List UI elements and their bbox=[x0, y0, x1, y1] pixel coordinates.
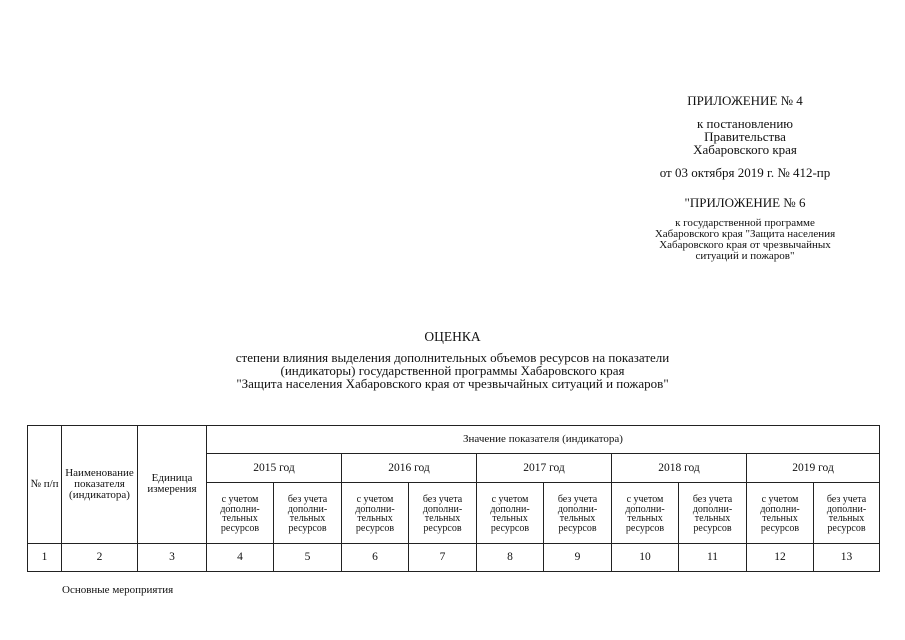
inner-appendix-line-2: Хабаровского края "Защита населения bbox=[654, 228, 836, 240]
year-header: 2015 год bbox=[207, 454, 342, 483]
inner-appendix-line-1: к государственной программе bbox=[675, 217, 815, 229]
header-unit-line-1: Единица bbox=[151, 472, 193, 485]
without-resources-header: без учета дополни- тельных ресурсов bbox=[814, 483, 880, 543]
column-number: 4 bbox=[207, 543, 274, 571]
column-number: 9 bbox=[544, 543, 612, 571]
header-name-line-3: (индикатора) bbox=[69, 488, 130, 501]
header-name-cell bbox=[62, 426, 138, 544]
year-header: 2019 год bbox=[747, 454, 880, 483]
appendix-date: от 03 октября 2019 г. № 412-пр bbox=[659, 165, 831, 180]
header-group-cell bbox=[207, 426, 880, 454]
header-row-1 bbox=[28, 426, 880, 454]
appendix-to-line-1: к постановлению bbox=[696, 116, 794, 131]
with-resources-header: с учетом дополни- тельных ресурсов bbox=[342, 483, 409, 543]
column-number: 10 bbox=[612, 543, 679, 571]
appendix-title: ПРИЛОЖЕНИЕ № 4 bbox=[687, 93, 803, 108]
column-number: 12 bbox=[747, 543, 814, 571]
column-number: 13 bbox=[814, 543, 880, 571]
header-num-cell bbox=[28, 426, 62, 544]
title-line-2: (индикаторы) государственной программы Хабаровского края bbox=[280, 363, 625, 378]
document-title bbox=[150, 330, 755, 390]
title-line-1: степени влияния выделения дополнительных объемов ресурсов на показатели bbox=[235, 350, 670, 365]
column-number: 2 bbox=[62, 543, 138, 571]
with-resources-header: с учетом дополни- тельных ресурсов bbox=[747, 483, 814, 543]
column-number: 5 bbox=[274, 543, 342, 571]
header-group: Значение показателя (индикатора) bbox=[463, 433, 623, 446]
without-resources-header: без учета дополни- тельных ресурсов bbox=[409, 483, 477, 543]
appendix-to-line-3: Хабаровского края bbox=[693, 142, 797, 157]
header-unit-line-2: измерения bbox=[147, 483, 197, 496]
column-number: 11 bbox=[679, 543, 747, 571]
inner-appendix-line-4: ситуаций и пожаров" bbox=[695, 250, 795, 262]
column-number: 6 bbox=[342, 543, 409, 571]
with-resources-header: с учетом дополни- тельных ресурсов bbox=[207, 483, 274, 543]
header-unit-cell bbox=[138, 426, 207, 544]
column-number: 3 bbox=[138, 543, 207, 571]
header-name-line-1: Наименование bbox=[65, 466, 134, 479]
year-header: 2017 год bbox=[477, 454, 612, 483]
inner-appendix-title: "ПРИЛОЖЕНИЕ № 6 bbox=[684, 195, 806, 210]
without-resources-header: без учета дополни- тельных ресурсов bbox=[274, 483, 342, 543]
without-resources-header: без учета дополни- тельных ресурсов bbox=[679, 483, 747, 543]
inner-appendix-line-3: Хабаровского края от чрезвычайных bbox=[659, 239, 831, 251]
with-resources-header: с учетом дополни- тельных ресурсов bbox=[612, 483, 679, 543]
header-num: № п/п bbox=[30, 477, 59, 490]
appendix-header bbox=[610, 94, 880, 262]
column-number-row bbox=[28, 543, 880, 571]
appendix-to-line-2: Правительства bbox=[704, 129, 786, 144]
year-header: 2018 год bbox=[612, 454, 747, 483]
without-resources-header: без учета дополни- тельных ресурсов bbox=[544, 483, 612, 543]
header-name-line-2: показателя bbox=[74, 477, 125, 490]
column-number: 8 bbox=[477, 543, 544, 571]
with-resources-header: с учетом дополни- тельных ресурсов bbox=[477, 483, 544, 543]
year-header: 2016 год bbox=[342, 454, 477, 483]
title-heading: ОЦЕНКА bbox=[424, 329, 481, 344]
title-line-3: "Защита населения Хабаровского края от чрезвычайных ситуаций и пожаров" bbox=[236, 376, 669, 391]
column-number: 7 bbox=[409, 543, 477, 571]
section-label: Основные мероприятия bbox=[62, 584, 174, 596]
indicator-table bbox=[27, 425, 880, 572]
column-number: 1 bbox=[28, 543, 62, 571]
